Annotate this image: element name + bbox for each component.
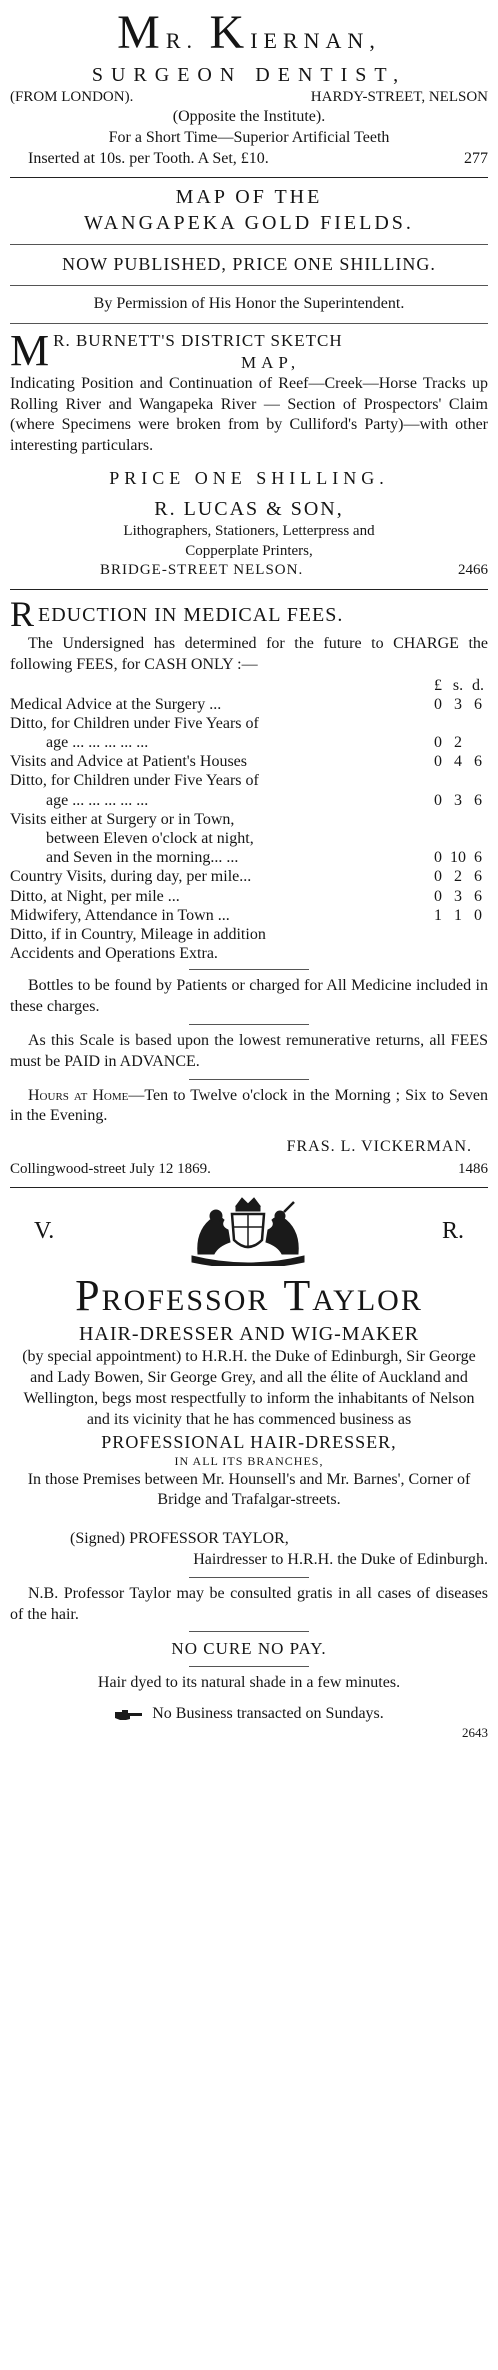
table-row: Medical Advice at the Surgery ... 0 3 6 — [10, 695, 482, 713]
shillings-header: s. — [452, 676, 464, 694]
firm-name: R. LUCAS & SON, — [154, 498, 344, 521]
divider — [189, 969, 309, 970]
professional-heading: PROFESSIONAL HAIR-DRESSER, — [101, 1431, 397, 1452]
nb-notice: N.B. Professor Taylor may be consulted gratis in all cases of diseases of the hair. — [10, 1584, 488, 1623]
hair-dyed-notice: Hair dyed to its natural shade in a few minutes. — [97, 1674, 401, 1692]
hours-text: —Ten to Twelve o'clock in the Morning ; Six to Seven in the Evening. — [10, 1086, 488, 1125]
table-row: Ditto, if in Country, Mileage in addition — [10, 925, 266, 943]
v-letter: V. — [34, 1217, 55, 1244]
address: HARDY-STREET, NELSON — [310, 88, 488, 105]
title-word-1: ROFESSOR — [101, 1284, 270, 1318]
scale-notice: As this Scale is based upon the lowest remunerative returns, all FEES must be PAID in ADVANCE. — [10, 1031, 488, 1070]
ad-number: 1486 — [458, 1160, 488, 1177]
permission-notice: By Permission of His Honor the Superintendent. — [10, 285, 488, 315]
sketch-heading-a: R. BURNETT'S DISTRICT SKETCH — [53, 330, 343, 350]
divider — [189, 1577, 309, 1578]
ad-number: 2643 — [462, 1725, 488, 1741]
from-london: (FROM LONDON). — [10, 88, 134, 105]
divider — [189, 1666, 309, 1667]
date-line: Collingwood-street July 12 1869. — [10, 1160, 211, 1177]
initial-m: M — [117, 6, 166, 59]
map-title-1: MAP OF THE — [175, 186, 323, 209]
price-line: PRICE ONE SHILLING. — [109, 468, 389, 489]
table-row: age ... ... ... ... ... 0 2 — [46, 734, 462, 752]
signature: FRAS. L. VICKERMAN. — [286, 1138, 472, 1156]
fees-title: EDUCTION IN MEDICAL FEES. — [38, 603, 344, 626]
table-row: Visits either at Surgery or in Town, — [10, 810, 235, 828]
dropcap-t: T — [283, 1271, 313, 1321]
published-notice: NOW PUBLISHED, PRICE ONE SHILLING. — [10, 244, 488, 276]
table-row: Ditto, for Children under Five Years of — [10, 772, 259, 790]
signed-line: (Signed) PROFESSOR TAYLOR, — [70, 1530, 289, 1548]
teeth-offer: For a Short Time—Superior Artificial Teeth — [108, 128, 390, 146]
dentist-name — [10, 4, 488, 62]
r-letter: R. — [441, 1217, 464, 1244]
table-row: age ... ... ... ... ... 0 3 6 — [46, 791, 482, 809]
table-row: Country Visits, during day, per mile... 0 2 6 — [10, 868, 482, 886]
fees-header-row — [10, 676, 488, 695]
trade-line-1: Lithographers, Stationers, Letterpress and — [123, 523, 375, 540]
medical-fees-advertisement — [10, 590, 488, 1188]
table-row: and Seven in the morning... ... 0 10 6 — [46, 849, 482, 867]
firm-address-row — [10, 561, 488, 581]
hairdresser-advertisement — [10, 1188, 488, 1750]
royal-crest-row — [10, 1196, 488, 1266]
sketch-heading-b: MAP, — [240, 352, 301, 372]
table-row: between Eleven o'clock at night, — [46, 830, 254, 848]
branches-line: IN ALL ITS BRANCHES, — [174, 1454, 324, 1468]
professor-taylor-title — [10, 1270, 488, 1321]
divider — [189, 1079, 309, 1080]
no-cure-no-pay: NO CURE NO PAY. — [171, 1639, 327, 1659]
teeth-price-row — [10, 149, 488, 170]
name-part-2: IERNAN, — [250, 28, 381, 53]
fees-title-block — [10, 593, 488, 634]
map-advertisement — [10, 178, 488, 589]
table-row: Visits and Advice at Patient's Houses 0 4 6 — [10, 753, 482, 771]
pounds-header: £ — [434, 676, 442, 694]
map-title-2: WANGAPEKA GOLD FIELDS. — [84, 212, 414, 235]
pointing-hand-icon — [114, 1708, 144, 1722]
dropcap-r: R — [10, 593, 35, 634]
ad-number: 2466 — [458, 562, 488, 579]
table-row: Accidents and Operations Extra. — [10, 945, 218, 963]
hairdresser-line: Hairdresser to H.R.H. the Duke of Edinburgh. — [193, 1550, 488, 1568]
opposite-institute: (Opposite the Institute). — [172, 108, 326, 126]
table-row: Ditto, at Night, per mile ... 0 3 6 — [10, 887, 482, 905]
firm-address: BRIDGE-STREET NELSON. — [100, 562, 304, 579]
teeth-price: Inserted at 10s. per Tooth. A Set, £10. — [28, 149, 269, 167]
ad-number: 277 — [464, 149, 488, 167]
profession: SURGEON DENTIST, — [91, 63, 407, 86]
divider — [189, 1631, 309, 1632]
origin-address-row — [10, 88, 488, 108]
trade-heading: HAIR-DRESSER AND WIG-MAKER — [78, 1323, 420, 1346]
sketch-description: Indicating Position and Continuation of Reef—Creek—Horse Tracks up Rolling River and Wangapeka River — Section of Prospectors' Claim (where Specimens were broken from by Culliford's Party)—with other interesting particulars. — [10, 374, 488, 455]
dropcap-m: M — [10, 325, 50, 375]
fees-intro: The Undersigned has determined for the future to CHARGE the following FEES, for CASH ONLY :— — [10, 634, 488, 673]
table-row: Midwifery, Attendance in Town ... 1 1 0 — [10, 906, 482, 924]
hours-label: Hours at Home — [28, 1086, 129, 1104]
date-row — [10, 1160, 488, 1180]
name-part-1: R. — [165, 28, 210, 53]
hours-notice — [10, 1086, 488, 1128]
trade-line-2: Copperplate Printers, — [185, 542, 313, 559]
premises-text: In those Premises between Mr. Hounsell's and Mr. Barnes', Corner of Bridge and Trafalgar-streets. — [27, 1470, 471, 1509]
divider — [189, 1024, 309, 1025]
fees-table — [10, 676, 488, 964]
sketch-map-block — [10, 323, 488, 457]
bottles-notice: Bottles to be found by Patients or charged for All Medicine included in these charges. — [10, 977, 488, 1016]
sundays-text: No Business transacted on Sundays. — [152, 1705, 384, 1723]
sundays-notice — [10, 1704, 488, 1725]
dentist-advertisement — [10, 0, 488, 178]
royal-coat-of-arms-icon — [158, 1196, 338, 1266]
initial-k: K — [209, 6, 251, 59]
table-row: Ditto, for Children under Five Years of — [10, 714, 259, 732]
dropcap-p: P — [75, 1271, 102, 1321]
title-word-2: AYLOR — [312, 1284, 423, 1318]
appointment-text: (by special appointment) to H.R.H. the Duke of Edinburgh, Sir George and Lady Bowen, Sir George Grey, and all the élite of Auckland and Wellington, begs most respectfully to inform the inhabitants of Nelson and its vicinity that he has commenced business as — [22, 1348, 476, 1428]
pence-header: d. — [472, 676, 484, 694]
